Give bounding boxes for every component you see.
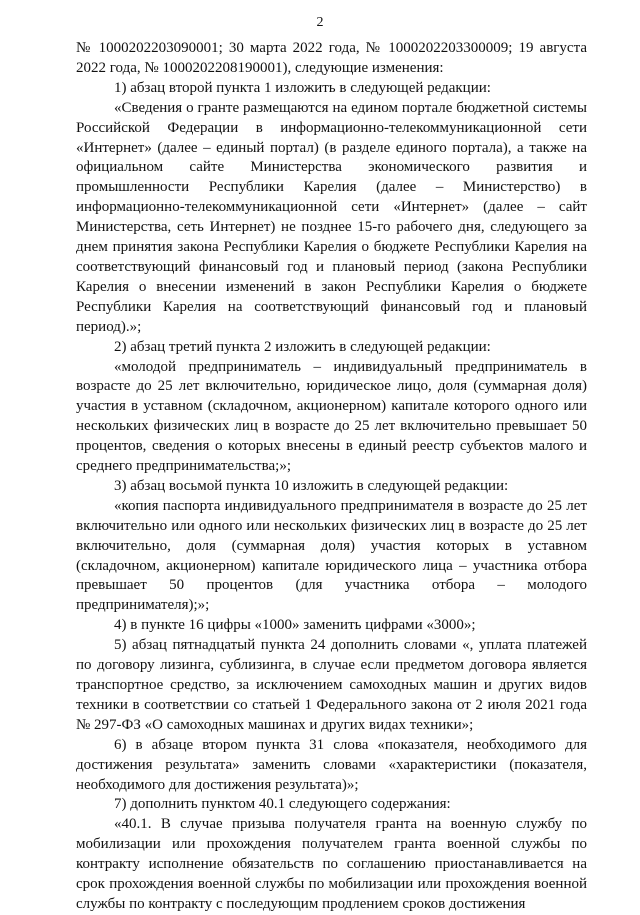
paragraph-quote-3: «копия паспорта индивидуального предпринимателя в возрасте до 25 лет включительно или одного или нескольких физических лиц в возрасте до 25 лет включительно, доля (суммарная доля) участия которых в уставном (складочном, акционерном) капитале юридического лица – участника отбора превышает 50 процентов (для участника отбора – молодого предпринимателя);»; <box>76 497 587 614</box>
paragraph-item-7: 7) дополнить пунктом 40.1 следующего содержания: <box>114 796 451 813</box>
paragraph-quote-1: «Сведения о гранте размещаются на едином портале бюджетной системы Российской Федерации в информационно-телекоммуникационной сети «Интернет» (далее – единый портал) (в разделе единого портала), а также на официальном сайте Министерства экономического развития и промышленности Республики Карелия (далее – Министерство) в информационно-телекоммуникационной сети «Интернет» (далее – сайт Министерства, сеть Интернет) не позднее 15-го рабочего дня, следующего за днем принятия закона Республики Карелия о бюджете Республики Карелия на соответствующий финансовый год и плановый период (закона Республики Карелия о внесении изменений в закон Республики Карелия о бюджете Республики Карелия на соответствующий финансовый год и плановый период).»; <box>76 99 587 335</box>
paragraph-item-6: 6) в абзаце втором пункта 31 слова «показателя, необходимого для достижения результата» заменить словами «характеристики (показателя, необходимого для достижения результата)»; <box>76 736 587 793</box>
paragraph-quote-2: «молодой предприниматель – индивидуальный предприниматель в возрасте до 25 лет включительно, юридическое лицо, доля (суммарная доля) участия в уставном (складочном, акционерном) капитале которого одного или нескольких физических лиц в возрасте до 25 лет включительно превышает 50 процентов, сведения о которых внесены в единый реестр субъектов малого и среднего предпринимательства;»; <box>76 358 587 475</box>
paragraph-item-4: 4) в пункте 16 цифры «1000» заменить цифрами «3000»; <box>114 617 476 634</box>
paragraph-item-5: 5) абзац пятнадцатый пункта 24 дополнить словами «, уплата платежей по договору лизинга, сублизинга, в случае если предметом договора является транспортное средство, за исключением самоходных машин и других видов техники в соответствии со статьей 1 Федерального закона от 2 июля 2021 года № 297-ФЗ «О самоходных машинах и других видах техники»; <box>76 637 587 733</box>
paragraph-item-3: 3) абзац восьмой пункта 10 изложить в следующей редакции: <box>114 477 509 494</box>
paragraph-intro: № 1000202203090001; 30 марта 2022 года, № 1000202203300009; 19 августа 2022 года, № 1000202208190001), следующие изменения: <box>76 40 587 76</box>
page-number: 2 <box>316 15 324 30</box>
paragraph-item-1: 1) абзац второй пункта 1 изложить в следующей редакции: <box>114 79 491 96</box>
paragraph-quote-40-1: «40.1. В случае призыва получателя гранта на военную службу по мобилизации или прохождения получателем гранта военной службы по контракту исполнение обязательств по соглашению приостанавливается на срок прохождения военной службы по мобилизации или прохождения военной службы по контракту с последующим продлением сроков достижения <box>76 816 587 912</box>
paragraph-item-2: 2) абзац третий пункта 2 изложить в следующей редакции: <box>114 338 491 355</box>
document-body <box>76 39 587 915</box>
